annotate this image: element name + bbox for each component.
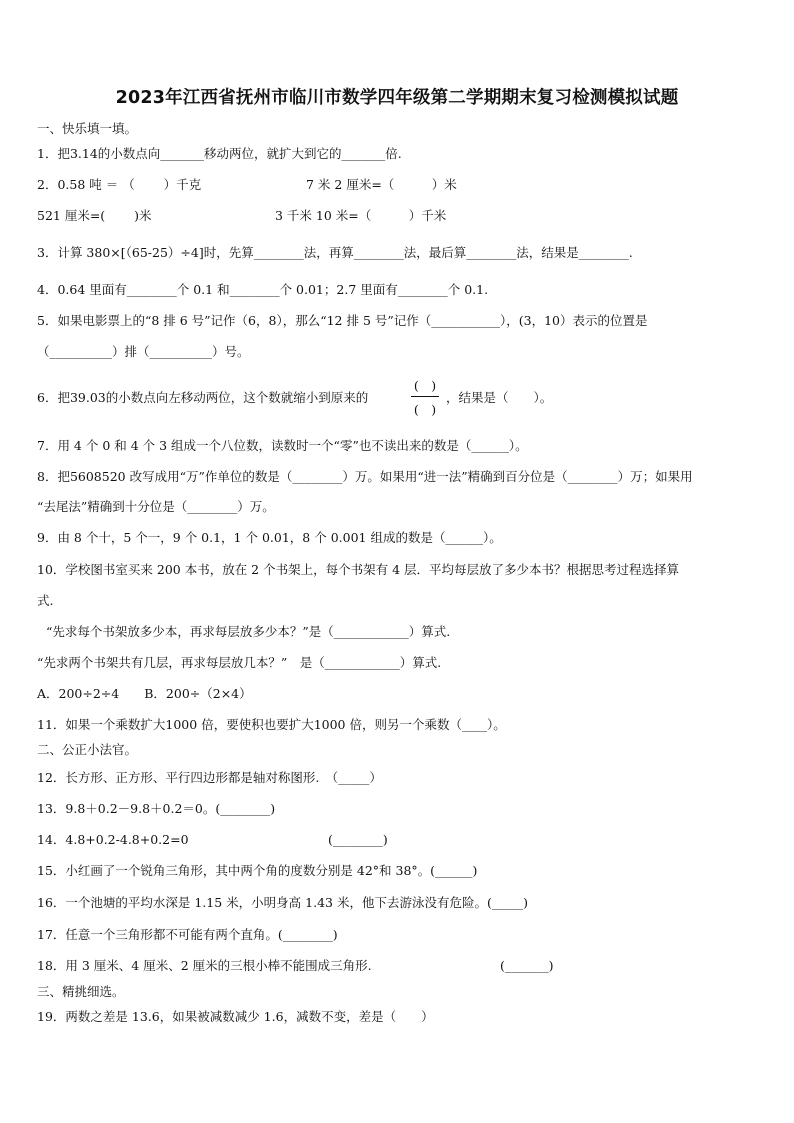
question-16: 16．一个池塘的平均水深是 1.15 米，小明身高 1.43 米，他下去游泳没有危险。(_____) (37, 895, 528, 910)
question-13: 13．9.8＋0.2－9.8＋0.2＝0。(________) (37, 801, 276, 816)
question-10-option-line-2: “先求两个书架共有几层，再求每层放几本？” 是（____________）算式. (37, 655, 442, 670)
question-10-option-line-1: “先求每个书架放多少本，再求每层放多少本？”是（____________）算式. (46, 624, 451, 639)
question-2-part-b: 7 米 2 厘米=（ ）米 (306, 177, 457, 192)
question-12: 12．长方形、正方形、平行四边形都是轴对称图形. （_____） (37, 770, 382, 785)
question-14: 14．4.8+0.2-4.8+0.2=0 (37, 832, 189, 847)
fraction-numerator-blank: ( ) (413, 378, 437, 393)
question-5-line-2: （__________）排（__________）号。 (37, 344, 250, 359)
question-14-answer-blank: (________) (328, 832, 388, 847)
question-6-part-b: ，结果是（ ）。 (446, 390, 553, 405)
question-19: 19．两数之差是 13.6，如果被减数减少 1.6，减数不变，差是（ ） (37, 1009, 434, 1024)
question-18: 18．用 3 厘米、4 厘米、2 厘米的三根小棒不能围成三角形. (37, 958, 372, 973)
question-9: 9．由 8 个十，5 个一，9 个 0.1，1 个 0.01，8 个 0.001 组成的数是（______）。 (37, 530, 502, 545)
section-heading-true-false: 二、公正小法官。 (37, 742, 138, 757)
question-4: 4．0.64 里面有________个 0.1 和________个 0.01；2.7 里面有________个 0.1. (37, 282, 489, 297)
question-6-fraction (408, 376, 442, 418)
question-5-line-1: 5．如果电影票上的“8 排 6 号”记作（6，8），那么“12 排 5 号”记作（___________），(3，10）表示的位置是 (37, 313, 648, 328)
question-6-part-a: 6．把39.03的小数点向左移动两位，这个数就缩小到原来的 (37, 390, 369, 405)
fraction-denominator-blank: ( ) (413, 402, 437, 417)
fraction-bar (411, 396, 439, 397)
question-18-answer-blank: (_______) (500, 958, 554, 973)
page-title: 2023年江西省抚州市临川市数学四年级第二学期期末复习检测模拟试题 (115, 88, 679, 108)
section-heading-multiple-choice: 三、精挑细选。 (37, 984, 125, 999)
question-1: 1．把3.14的小数点向_______移动两位，就扩大到它的_______倍. (37, 146, 402, 161)
question-8-line-1: 8．把5608520 改写成用“万”作单位的数是（________）万。如果用“进一法”精确到百分位是（________）万；如果用 (37, 469, 693, 484)
question-17: 17．任意一个三角形都不可能有两个直角。(________) (37, 927, 338, 942)
question-2-part-c: 521 厘米=( )米 (37, 208, 152, 223)
question-2-part-a: 2．0.58 吨 ＝ （ ）千克 (37, 177, 202, 192)
question-8-line-2: “去尾法”精确到十分位是（________）万。 (37, 499, 275, 514)
question-3: 3．计算 380×[（65-25）÷4]时，先算________法，再算________法，最后算________法，结果是________. (37, 245, 633, 260)
section-heading-fill-in: 一、快乐填一填。 (37, 121, 138, 136)
question-15: 15．小红画了一个锐角三角形，其中两个角的度数分别是 42°和 38°。(______) (37, 863, 478, 878)
question-11: 11．如果一个乘数扩大1000 倍，要使积也要扩大1000 倍，则另一个乘数（____）。 (37, 717, 506, 732)
question-7: 7．用 4 个 0 和 4 个 3 组成一个八位数，读数时一个“零”也不读出来的数是（______）。 (37, 438, 528, 453)
question-2-part-d: 3 千米 10 米=（ ）千米 (275, 208, 447, 223)
question-10-choices: A．200÷2÷4 B．200÷（2×4） (37, 686, 252, 701)
question-10-line-2: 式. (37, 593, 54, 608)
question-10-line-1: 10．学校图书室买来 200 本书，放在 2 个书架上，每个书架有 4 层．平均每层放了多少本书？根据思考过程选择算 (37, 562, 680, 577)
